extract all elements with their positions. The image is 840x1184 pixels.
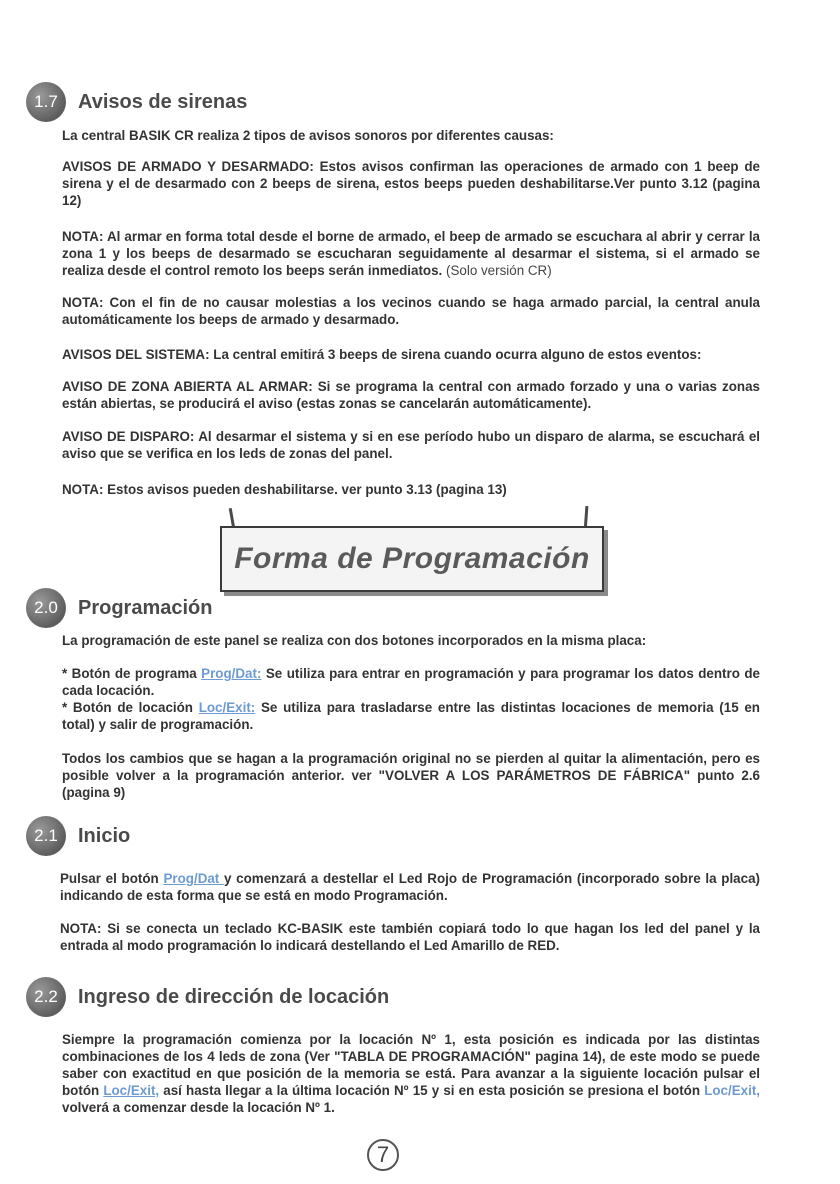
paragraph-cambios: Todos los cambios que se hagan a la programación original no se pierden al quitar la alimentación, pero es posible volver a la programación anterior. ver "VOLVER A LOS PARÁMETROS DE FÁBRICA" punto 2.6 (pagina 9)	[62, 751, 760, 800]
page-number: 7	[367, 1139, 399, 1171]
paragraph-nota-deshabilitar: NOTA: Estos avisos pueden deshabilitarse. ver punto 3.13 (pagina 13)	[62, 482, 507, 497]
ingreso-text-a: Siempre la programación comienza por la locación Nº 1, esta posición es indicada por las distintas combinaciones de los 4 leds de zona (Ver "TABLA DE PROGRAMACIÓN" pagina 14), de este modo se puede saber con exactitud en que posición de la memoria se está. Para avanzar a la siguiente locación pulsar el botón	[62, 1032, 760, 1098]
section-2-0-intro: La programación de este panel se realiza con dos botones incorporados en la misma placa:	[62, 633, 647, 648]
bullet-loc-exit-prefix: * Botón de locación	[62, 700, 199, 715]
paragraph-armado-desarmado: AVISOS DE ARMADO Y DESARMADO: Estos avisos confirman las operaciones de armado con 1 beep de sirena y el de desarmado con 2 beeps de sirena, estos beeps pueden deshabilitarse.Ver punto 3.12 (pagina 12)	[62, 159, 760, 208]
ingreso-text-c: volverá a comenzar desde la locación Nº 1.	[62, 1100, 335, 1115]
section-number-badge: 1.7	[26, 82, 66, 122]
bullet-prog-dat-text: Se utiliza para entrar en programación y para programar los datos dentro de cada locación.	[62, 666, 760, 698]
pulsar-text: y comenzará a destellar el Led Rojo de Programación (incorporado sobre la placa) indicando de esta forma que se está en modo Programación.	[60, 871, 760, 903]
loc-exit-link[interactable]: Loc/Exit:	[198, 700, 256, 715]
section-title: Inicio	[78, 824, 131, 847]
banner-title: Forma de Programación	[234, 542, 590, 575]
prog-dat-link[interactable]: Prog/Dat:	[201, 666, 262, 681]
loc-exit-link[interactable]: Loc/Exit,	[704, 1083, 760, 1098]
ingreso-text-b: así hasta llegar a la última locación Nº 15 y si en esta posición se presiona el botón	[159, 1083, 705, 1098]
nota-borne-text: NOTA: Al armar en forma total desde el borne de armado, el beep de armado se escuchara al abrir y cerrar la zona 1 y los beeps de desarmado se escucharan seguidamente al desarmar el sistema, si el armado se realiza desde el control remoto los beeps serán inmediatos.	[62, 229, 760, 278]
bullet-prog-dat	[62, 665, 760, 699]
paragraph-ingreso-locacion	[62, 1031, 760, 1116]
section-2-0-header	[26, 588, 212, 628]
bullet-loc-exit	[62, 699, 760, 733]
bullet-prog-dat-prefix: * Botón de programa	[62, 666, 202, 681]
chapter-banner	[220, 526, 604, 594]
prog-dat-link[interactable]: Prog/Dat	[163, 871, 224, 886]
section-number-badge: 2.2	[26, 977, 66, 1017]
section-title: Programación	[78, 596, 213, 619]
section-number-badge: 2.1	[26, 816, 66, 856]
section-2-2-header	[26, 977, 389, 1017]
section-number-badge: 2.0	[26, 588, 66, 628]
paragraph-disparo: AVISO DE DISPARO: Al desarmar el sistema y si en ese período hubo un disparo de alarma, se escuchará el aviso que se verifica en los leds de zonas del panel.	[62, 429, 760, 461]
section-title: Avisos de sirenas	[78, 90, 248, 113]
banner-box	[220, 526, 604, 592]
section-1-7-intro: La central BASIK CR realiza 2 tipos de avisos sonoros por diferentes causas:	[62, 128, 554, 143]
paragraph-nota-borne	[62, 228, 760, 279]
paragraph-pulsar-boton	[60, 870, 760, 904]
section-2-1-header	[26, 816, 130, 856]
paragraph-nota-vecinos: NOTA: Con el fin de no causar molestias a los vecinos cuando se haga armado parcial, la central anula automáticamente los beeps de armado y desarmado.	[62, 295, 760, 327]
nota-version-cr: (Solo versión CR)	[442, 263, 552, 278]
paragraph-zona-abierta: AVISO DE ZONA ABIERTA AL ARMAR: Si se programa la central con armado forzado y una o varias zonas están abiertas, se producirá el aviso (estas zonas se cancelarán automáticamente).	[62, 379, 760, 411]
section-title: Ingreso de dirección de locación	[78, 985, 390, 1008]
pulsar-prefix: Pulsar el botón	[60, 871, 164, 886]
paragraph-avisos-sistema: AVISOS DEL SISTEMA: La central emitirá 3 beeps de sirena cuando ocurra alguno de estos eventos:	[62, 347, 702, 362]
bullet-loc-exit-text: Se utiliza para trasladarse entre las distintas locaciones de memoria (15 en total) y salir de programación.	[62, 700, 760, 732]
loc-exit-link[interactable]: Loc/Exit,	[103, 1083, 160, 1098]
section-1-7-header	[26, 82, 247, 122]
paragraph-nota-teclado: NOTA: Si se conecta un teclado KC-BASIK este también copiará todo lo que hagan los led del panel y la entrada al modo programación lo indicará destellando el Led Amarillo de RED.	[60, 921, 760, 953]
